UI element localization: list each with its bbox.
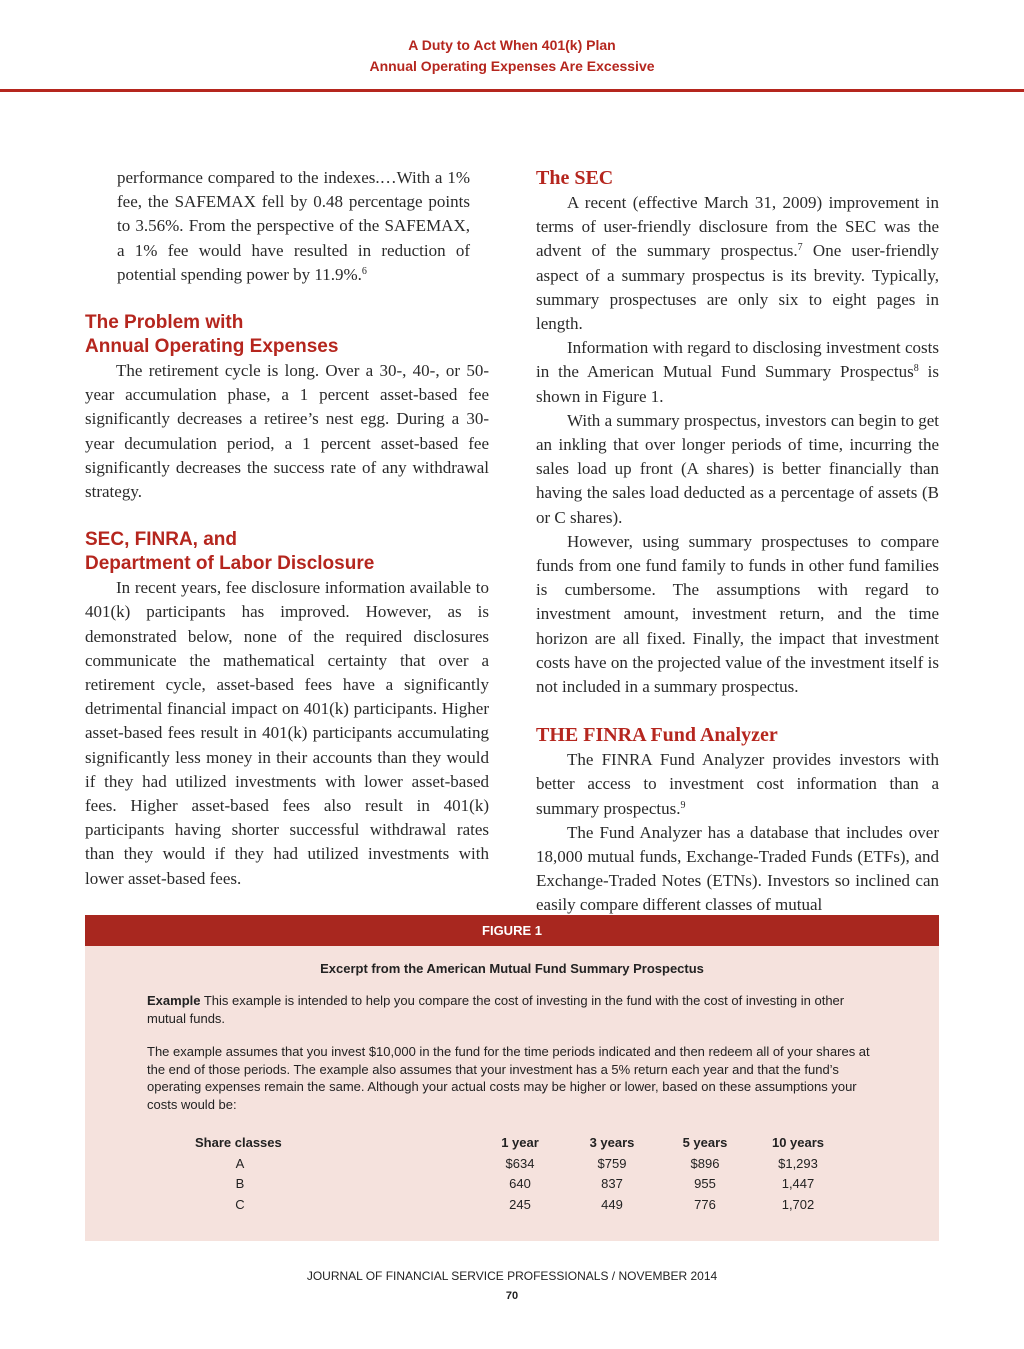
figure-label-bar: FIGURE 1 [85, 915, 939, 946]
table-header-1-year: 1 year [501, 1135, 539, 1150]
section-heading-disclosure-line-1: SEC, FINRA, and [85, 529, 238, 551]
footnote-ref-6: 6 [361, 265, 367, 277]
paragraph-investment-costs-tail: is shown in Figure 1. [536, 362, 940, 406]
footnote-ref-8: 8 [913, 363, 919, 375]
table-row [85, 1174, 939, 1195]
table-cell-class: A [235, 1155, 245, 1171]
table-header-share-classes: Share classes [195, 1135, 282, 1150]
running-head-line-1: A Duty to Act When 401(k) Plan [408, 37, 616, 53]
table-cell: 1,702 [781, 1196, 815, 1212]
figure-1 [85, 915, 939, 1241]
paragraph-share-classes: With a summary prospectus, investors can begin to get an inkling that over longer periods of time, incurring the sales load up front (A shares) is better financially than having the sales load deducted as a percentage of assets (B or C shares). [536, 410, 939, 527]
running-head [0, 35, 1024, 77]
table-cell: 955 [694, 1176, 716, 1191]
table-cell: $759 [597, 1155, 627, 1171]
table-cell: 449 [601, 1196, 623, 1212]
table-row [85, 1195, 939, 1216]
page-number: 70 [505, 1290, 519, 1302]
footnote-ref-9: 9 [680, 799, 686, 811]
table-header-row [85, 1133, 939, 1154]
section-heading-problem [85, 311, 489, 359]
section-heading-problem-line-1: The Problem with [85, 312, 244, 334]
paragraph-fund-analyzer [536, 748, 939, 821]
table-row [85, 1154, 939, 1175]
paragraph-fund-analyzer-text: The FINRA Fund Analyzer provides investors with better access to investment cost information than a summary prospectus. [536, 750, 939, 818]
section-heading-sec: The SEC [536, 167, 614, 189]
paragraph-summary-prospectus [536, 191, 939, 336]
paragraph-summary-prospectus-tail: One user-friendly aspect of a summary prospectus is its brevity. Typically, summary prospectuses are only six to eight pages in length. [536, 241, 940, 334]
figure-example-label: Example [147, 993, 201, 1008]
figure-example-body: This example is intended to help you compare the cost of investing in the fund with the cost of investing in other mutual funds. [147, 993, 845, 1026]
right-column [536, 166, 939, 918]
table-cell: 776 [694, 1196, 716, 1212]
paragraph-investment-costs-text: Information with regard to disclosing investment costs in the American Mutual Fund Summary Prospectus [536, 338, 939, 382]
table-cell: $1,293 [778, 1155, 818, 1171]
cost-table [85, 1133, 939, 1215]
running-head-line-2: Annual Operating Expenses Are Excessive [369, 58, 655, 74]
table-cell: 245 [509, 1196, 531, 1212]
section-heading-disclosure [85, 528, 489, 576]
figure-assumptions-text: The example assumes that you invest $10,000 in the fund for the time periods indicated and then redeem all of your shares at the end of those periods. The example also assumes that your investment has a 5% return each year and that the fund’s operating expenses remain the same. Although your actual costs may be higher or lower, based on these assumptions your costs would be: [147, 1044, 870, 1112]
paragraph-fee-disclosure: In recent years, fee disclosure information available to 401(k) participants has improved. However, as is demonstrated below, none of the required disclosures communicate the mathematical certainty that over a retirement cycle, asset-based fees have a significantly detrimental financial impact on 401(k) participants. Higher asset-based fees result in 401(k) participants accumulating significantly less money in their accounts than they would if they had utilized investments with lower asset-based fees. Higher asset-based fees also result in 401(k) participants having shorter successful withdrawal rates than they would if they had utilized investments with lower asset-based fees. [85, 578, 489, 888]
section-heading-finra: THE FINRA Fund Analyzer [536, 724, 778, 747]
table-header-5-years: 5 years [682, 1135, 728, 1150]
table-cell-class: C [235, 1196, 245, 1212]
table-cell: $634 [505, 1155, 535, 1171]
block-quote [85, 166, 489, 287]
table-cell: 837 [601, 1176, 623, 1191]
section-heading-problem-line-2: Annual Operating Expenses [85, 336, 339, 358]
figure-title: Excerpt from the American Mutual Fund Summary Prospectus [320, 961, 704, 976]
paragraph-fund-database: The Fund Analyzer has a database that includes over 18,000 mutual funds, Exchange-Traded Funds (ETFs), and Exchange-Traded Notes (ETNs). Investors so inclined can easily compare different classes of mutual [536, 822, 939, 915]
header-rule [0, 89, 1024, 92]
table-header-3-years: 3 years [589, 1135, 635, 1150]
table-cell-class: B [235, 1176, 245, 1191]
table-cell: $896 [690, 1155, 720, 1171]
table-cell: 640 [509, 1176, 531, 1191]
footnote-ref-7: 7 [797, 242, 803, 254]
figure-example-text [147, 992, 877, 1027]
journal-footer: JOURNAL OF FINANCIAL SERVICE PROFESSIONALS / NOVEMBER 2014 [306, 1269, 718, 1283]
left-column [85, 166, 489, 891]
block-quote-text: performance compared to the indexes.…With a 1% fee, the SAFEMAX fell by 0.48 percentage points to 3.56%. From the perspective of the SAFEMAX, a 1% fee would have resulted in reduction of potential spending power by 11.9%. [117, 168, 470, 284]
table-header-10-years: 10 years [771, 1135, 825, 1150]
table-cell: 1,447 [781, 1176, 815, 1191]
paragraph-retirement-cycle: The retirement cycle is long. Over a 30-, 40-, or 50-year accumulation phase, a 1 percent asset-based fee significantly decreases a retiree’s nest egg. During a 30-year decumulation period, a 1 percent asset-based fee significantly decreases the success rate of any withdrawal strategy. [85, 361, 489, 502]
paragraph-summary-prospectus-text: A recent (effective March 31, 2009) improvement in terms of user-friendly disclosure from the SEC was the advent of the summary prospectus. [536, 193, 939, 261]
paragraph-investment-costs [536, 336, 939, 409]
section-heading-disclosure-line-2: Department of Labor Disclosure [85, 553, 375, 575]
paragraph-comparison: However, using summary prospectuses to compare funds from one fund family to funds in other fund families is cumbersome. The assumptions with regard to investment amount, investment return, and the time horizon are all fixed. Finally, the impact that investment costs have on the projected value of the investment itself is not included in a summary prospectus. [536, 531, 939, 697]
